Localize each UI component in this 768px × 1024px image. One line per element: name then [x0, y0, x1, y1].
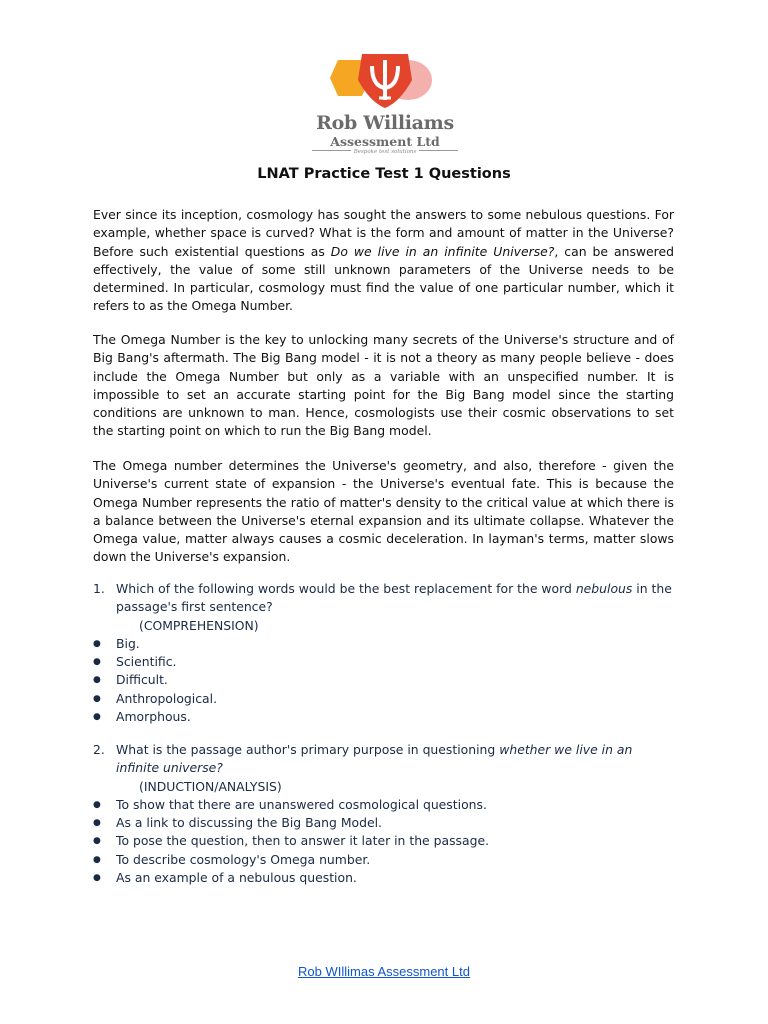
company-logo: [300, 50, 470, 160]
page-title: LNAT Practice Test 1 Questions: [257, 166, 511, 182]
option-text: To show that there are unanswered cosmological questions.: [116, 796, 487, 812]
answer-option: [93, 708, 693, 726]
answer-option: [93, 653, 693, 671]
option-text: As an example of a nebulous question.: [116, 870, 357, 886]
logo-tagline: [300, 149, 470, 155]
option-text: Big.: [116, 635, 140, 651]
p1-text-after: , can be answered effectively, the value of some still unknown parameters of the Universe needs to be determined. In particular, cosmology must find the value of one particular number, which it refers to as the Omega Number.: [93, 243, 674, 314]
footer-link[interactable]: Rob WIllimas Assessment Ltd: [298, 964, 470, 979]
bullet-icon: ●: [93, 675, 101, 686]
answer-option: [93, 851, 693, 869]
p1-italic-text: Do we live in an infinite Universe?: [330, 243, 555, 259]
psi-logo-icon: [300, 50, 470, 112]
passage-paragraph-1: [93, 206, 674, 316]
option-text: Anthropological.: [116, 690, 218, 706]
option-text: Scientific.: [116, 654, 177, 670]
option-text: Amorphous.: [116, 709, 191, 725]
question-italic-text: nebulous: [575, 581, 633, 596]
option-text: Difficult.: [116, 672, 168, 688]
question-text-after: in the passage's first sentence?: [116, 581, 672, 615]
p1-text-before: Ever since its inception, cosmology has sought the answers to some nebulous questions. For example, whether space is curved? What is the form and amount of matter in the Universe? Before such existential questions as: [93, 207, 674, 259]
option-text: As a link to discussing the Big Bang Model.: [116, 815, 382, 831]
bullet-icon: ●: [93, 712, 101, 723]
answer-option: [93, 796, 693, 814]
logo-title: Rob Williams: [316, 112, 454, 134]
answer-option: [93, 832, 693, 850]
bullet-icon: ●: [93, 799, 101, 810]
passage-paragraph-2: The Omega Number is the key to unlocking many secrets of the Universe's structure and of Big Bang's aftermath. The Big Bang model - it is not a theory as many people believe - does include the Omega Number but only as a variable with an unspecified number. It is impossible to set an accurate starting point for the Big Bang model since the starting conditions are unknown to man. Hence, cosmologists use their cosmic observations to set the starting point on which to run the Big Bang model.: [93, 332, 674, 439]
question-text-before: Which of the following words would be the best replacement for the word: [116, 581, 576, 596]
question-category: (INDUCTION/ANALYSIS): [139, 778, 282, 794]
question-1: [93, 580, 693, 726]
question-text: [116, 580, 676, 617]
question-text-before: What is the passage author's primary purpose in questioning: [116, 742, 500, 757]
answer-options: [93, 635, 693, 726]
answer-option: [93, 690, 693, 708]
question-number: 2.: [93, 742, 105, 757]
question-category: (COMPREHENSION): [139, 617, 259, 633]
question-text: [116, 741, 676, 778]
question-2: [93, 741, 693, 887]
question-number: 1.: [93, 581, 105, 596]
bullet-icon: ●: [93, 818, 101, 829]
bullet-icon: ●: [93, 693, 101, 704]
answer-option: [93, 869, 693, 887]
answer-option: [93, 671, 693, 689]
passage-paragraph-3: The Omega number determines the Universe's geometry, and also, therefore - given the Universe's current state of expansion - the Universe's eventual fate. This is because the Omega Number represents the ratio of matter's density to the critical value at which there is a balance between the Universe's eternal expansion and its ultimate collapse. Whatever the Omega value, matter always causes a cosmic deceleration. In layman's terms, matter slows down the Universe's expansion.: [93, 458, 674, 565]
logo-tagline-text: Bespoke test solutions: [351, 149, 420, 155]
page-footer: [0, 964, 768, 979]
option-text: To describe cosmology's Omega number.: [116, 851, 371, 867]
bullet-icon: ●: [93, 836, 101, 847]
answer-option: [93, 814, 693, 832]
bullet-icon: ●: [93, 657, 101, 668]
logo-subtitle: Assessment Ltd: [330, 134, 440, 149]
answer-options: [93, 796, 693, 887]
bullet-icon: ●: [93, 638, 101, 649]
answer-option: [93, 635, 693, 653]
bullet-icon: ●: [93, 854, 101, 865]
option-text: To pose the question, then to answer it later in the passage.: [116, 833, 490, 849]
bullet-icon: ●: [93, 873, 101, 884]
question-italic-text: whether we live in an infinite universe?: [116, 742, 633, 776]
